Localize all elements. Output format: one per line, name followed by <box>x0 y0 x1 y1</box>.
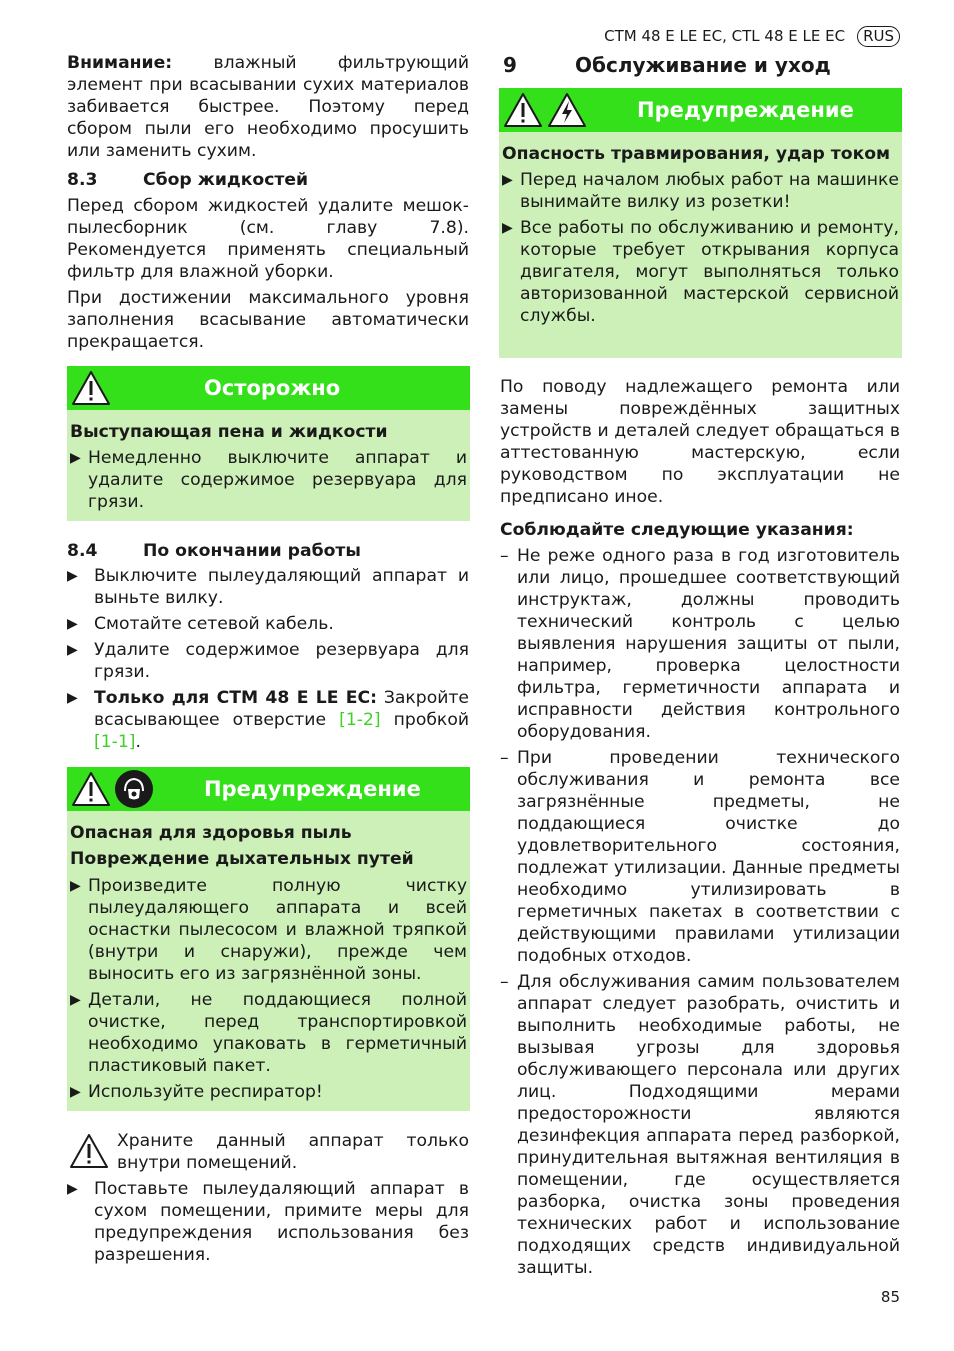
dust-warning-box <box>67 767 470 1111</box>
warning-subtitle: Повреждение дыхательных путей <box>70 849 414 869</box>
warning-item: ▶ Детали, не поддающиеся полной очистке, перед транспортировкой необходимо упаковать в герметичный пластиковый пакет. <box>70 989 467 1077</box>
list-item-text: . <box>135 732 141 752</box>
figure-reference-link[interactable]: [1-2] <box>339 710 381 730</box>
warning-triangle-icon <box>71 370 111 406</box>
section-title: Обслуживание и уход <box>575 53 831 77</box>
warning-bar <box>67 767 470 811</box>
caution-title: Осторожно <box>204 376 341 400</box>
page-number: 85 <box>880 1288 900 1306</box>
warning-triangle-icon <box>71 771 111 807</box>
caution-item: ▶ Немедленно выключите аппарат и удалите содержимое резервуара для грязи. <box>70 447 467 513</box>
warning-bar <box>499 88 902 132</box>
list-item-bold: Только для CTM 48 E LE EC: <box>94 688 378 708</box>
repair-paragraph: По поводу надлежащего ремонта или замены повреждённых защитных устройств и деталей следует обращаться в аттестованную мастерскую, если руководством по эксплуатации не предписано иное. <box>500 377 900 507</box>
warning-title: Предупреждение <box>204 777 421 801</box>
warning-title: Предупреждение <box>637 98 854 122</box>
page-header <box>604 25 900 47</box>
warning-item: ▶ Произведите полную чистку пылеудаляющего аппарата и всей оснастки пылесосом и влажной тряпкой (внутри и снаружи), прежде чем выносить его из загрязнённой зоны. <box>70 875 467 985</box>
section-title: Сбор жидкостей <box>143 170 309 190</box>
liquid-paragraph-1: Перед сбором жидкостей удалите мешок-пылесборник (см. главу 7.8). Рекомендуется применять специальный фильтр для влажной уборки. <box>67 196 469 282</box>
attention-text: влажный фильтрующий элемент при всасывании сухих материалов забивается быстрее. Поэтому перед сбором пыли его необходимо просушить или заменить сухим. <box>67 53 469 161</box>
warning-subtitle: Опасность травмирования, удар током <box>502 144 891 164</box>
attention-note <box>67 52 469 162</box>
warning-triangle-icon <box>503 92 543 128</box>
indoor-item: ▶ Поставьте пылеудаляющий аппарат в сухом помещении, примите меры для предупреждения использования без разрешения. <box>67 1178 469 1266</box>
model-label: CTM 48 E LE EC, CTL 48 E LE EC <box>604 27 846 45</box>
dust-warning-content <box>67 811 470 1103</box>
list-item: ▶ Удалите содержимое резервуара для грязи. <box>67 639 469 683</box>
list-item: ▶ Выключите пылеудаляющий аппарат и выньте вилку. <box>67 565 469 609</box>
electric-warning-content <box>499 132 902 327</box>
list-item: – Не реже одного раза в год изготовитель или лицо, прошедшее соответствующий инструктаж, должны проводить технический контроль с целью выявления нарушения защиты от пыли, например, проверка целостности фильтра, герметичности аппарата и исправности действия контрольного оборудования. <box>500 545 900 743</box>
caution-box <box>67 366 470 521</box>
section-number: 8.3 <box>67 170 98 190</box>
section-8-3-heading <box>67 169 308 191</box>
attention-label: Внимание: <box>67 53 173 73</box>
section-8-4-heading <box>67 540 361 562</box>
list-item <box>67 687 469 753</box>
warning-triangle-icon <box>69 1133 109 1169</box>
electric-shock-icon <box>547 92 587 128</box>
list-item-text: Закройте всасывающее отверстие <box>94 688 469 730</box>
caution-bar <box>67 366 470 410</box>
caution-content <box>67 410 470 513</box>
list-item: – При проведении технического обслуживания и ремонта все загрязнённые предметы, не поддающиеся очистке до удовлетворительного состояния, подлежат утилизации. Данные предметы необходимо утилизировать в герметичных пакетах в соответствии с действующими правилами утилизации подобных отходов. <box>500 747 900 967</box>
warning-subtitle: Опасная для здоровья пыль <box>70 823 352 843</box>
instructions-list <box>500 545 900 1279</box>
list-item-text: пробкой <box>380 710 470 730</box>
section-number: 8.4 <box>67 541 98 561</box>
liquid-paragraph-2: При достижении максимального уровня заполнения всасывание автоматически прекращается. <box>67 288 469 352</box>
section-9-heading <box>503 52 831 78</box>
warning-item: ▶ Перед началом любых работ на машинке вынимайте вилку из розетки! <box>502 169 899 213</box>
indoor-note: Храните данный аппарат только внутри помещений. <box>117 1131 469 1173</box>
instructions-heading: Соблюдайте следующие указания: <box>500 520 854 540</box>
figure-reference-link[interactable]: [1-1] <box>94 732 136 752</box>
after-work-list <box>67 565 469 753</box>
list-item: ▶ Смотайте сетевой кабель. <box>67 613 469 635</box>
respirator-mask-icon <box>114 769 154 809</box>
section-number: 9 <box>503 53 517 77</box>
language-badge: RUS <box>857 26 900 47</box>
section-title: По окончании работы <box>143 541 361 561</box>
list-item: – Для обслуживания самим пользователем аппарат следует разобрать, очистить и выполнить необходимые работы, не вызывая угрозы для здоровья обслуживающего персонала или других лиц. Подходящими мерами предосторожности являются дезинфекция аппарата перед разборкой, принудительная вытяжная вентиляция в помещении, где осуществляется разборка, очистка зоны проведения технических работ и использование подходящих средств индивидуальной защиты. <box>500 971 900 1279</box>
warning-item: ▶ Все работы по обслуживанию и ремонту, которые требует открывания корпуса двигателя, могут выполняться только авторизованной мастерской сервисной службы. <box>502 217 899 327</box>
electric-warning-box <box>499 88 902 358</box>
caution-subtitle: Выступающая пена и жидкости <box>70 422 388 442</box>
warning-item: ▶ Используйте респиратор! <box>70 1081 467 1103</box>
